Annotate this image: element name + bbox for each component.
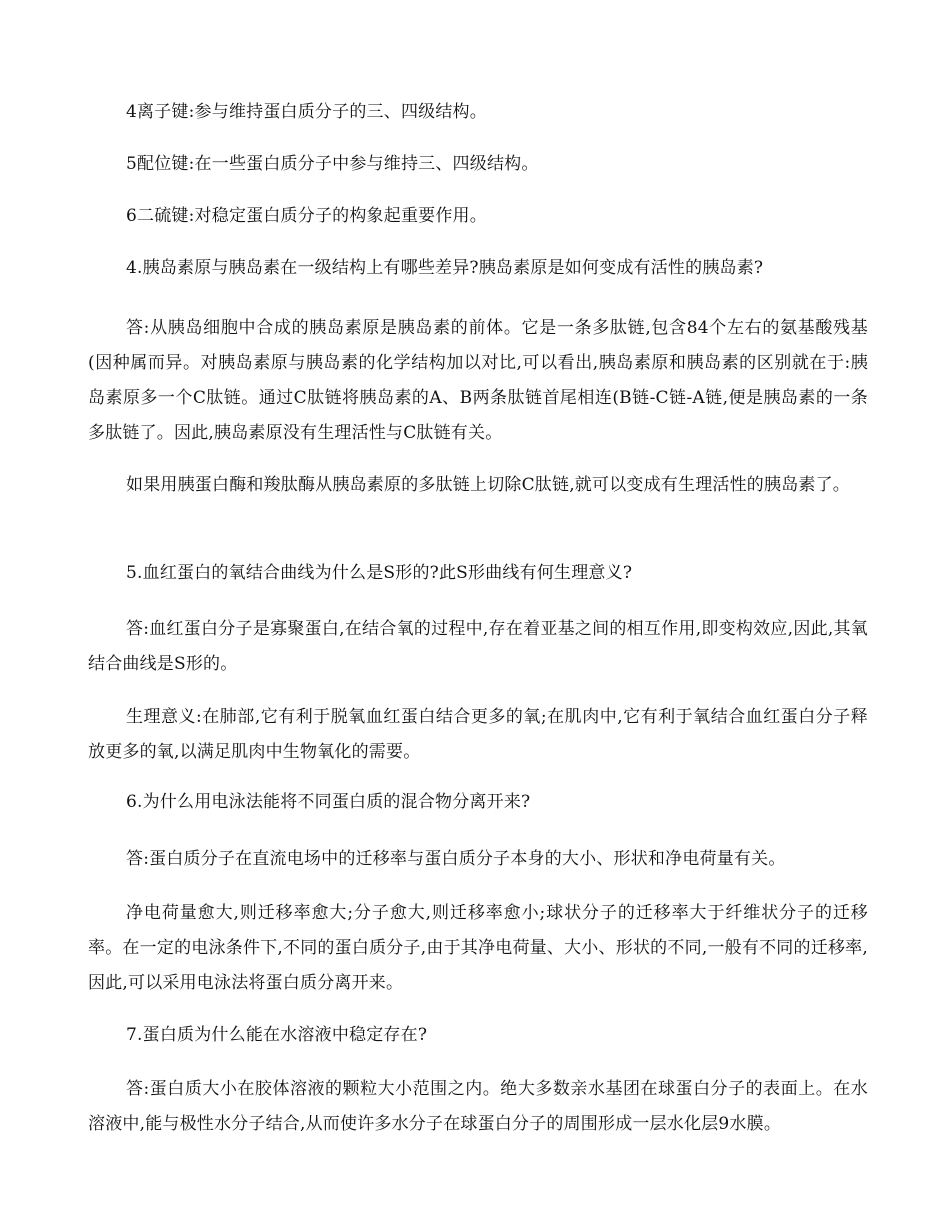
question-5: 5.血红蛋白的氧结合曲线为什么是S形的?此S形曲线有何生理意义?	[126, 563, 633, 583]
question-4: 4.胰岛素原与胰岛素在一级结构上有哪些差异?胰岛素原是如何变成有活性的胰岛素?	[126, 258, 764, 278]
paragraph-disulfide-bond: 6二硫键:对稳定蛋白质分子的构象起重要作用。	[126, 206, 487, 226]
paragraph-ionic-bond: 4离子键:参与维持蛋白质分子的三、四级结构。	[126, 102, 487, 122]
question-7: 7.蛋白质为什么能在水溶液中稳定存在?	[126, 1025, 428, 1045]
answer-7: 答:蛋白质大小在胶体溶液的颗粒大小范围之内。绝大多数亲水基团在球蛋白分子的表面上。在水溶液中,能与极性水分子结合,从而使许多水分子在球蛋白分子的周围形成一层水化层9水膜。	[88, 1079, 868, 1134]
paragraph-coordinate-bond: 5配位键:在一些蛋白质分子中参与维持三、四级结构。	[126, 154, 539, 174]
answer-5: 答:血红蛋白分子是寡聚蛋白,在结合氧的过程中,存在着亚基之间的相互作用,即变构效应,因此,其氧结合曲线是S形的。	[88, 619, 868, 674]
answer-4: 答:从胰岛细胞中合成的胰岛素原是胰岛素的前体。它是一条多肽链,包含84个左右的氨基酸残基(因种属而异。对胰岛素原与胰岛素的化学结构加以对比,可以看出,胰岛素原和胰岛素的区别就在于:胰岛素原多一个C肽链。通过C肽链将胰岛素的A、B两条肽链首尾相连(B链-C链-A链,便是胰岛素的一条多肽链了。因此,胰岛素原没有生理活性与C肽链有关。	[88, 318, 868, 443]
answer-5-physiological-meaning: 生理意义:在肺部,它有利于脱氧血红蛋白结合更多的氧;在肌肉中,它有利于氧结合血红蛋白分子释放更多的氧,以满足肌肉中生物氧化的需要。	[88, 707, 868, 762]
answer-6-continued: 净电荷量愈大,则迁移率愈大;分子愈大,则迁移率愈小;球状分子的迁移率大于纤维状分子的迁移率。在一定的电泳条件下,不同的蛋白质分子,由于其净电荷量、大小、形状的不同,一般有不同的迁移率,因此,可以采用电泳法将蛋白质分离开来。	[88, 903, 868, 993]
answer-6: 答:蛋白质分子在直流电场中的迁移率与蛋白质分子本身的大小、形状和净电荷量有关。	[126, 849, 786, 869]
answer-4-continued: 如果用胰蛋白酶和羧肽酶从胰岛素原的多肽链上切除C肽链,就可以变成有生理活性的胰岛素了。	[126, 475, 851, 495]
question-6: 6.为什么用电泳法能将不同蛋白质的混合物分离开来?	[126, 792, 531, 812]
